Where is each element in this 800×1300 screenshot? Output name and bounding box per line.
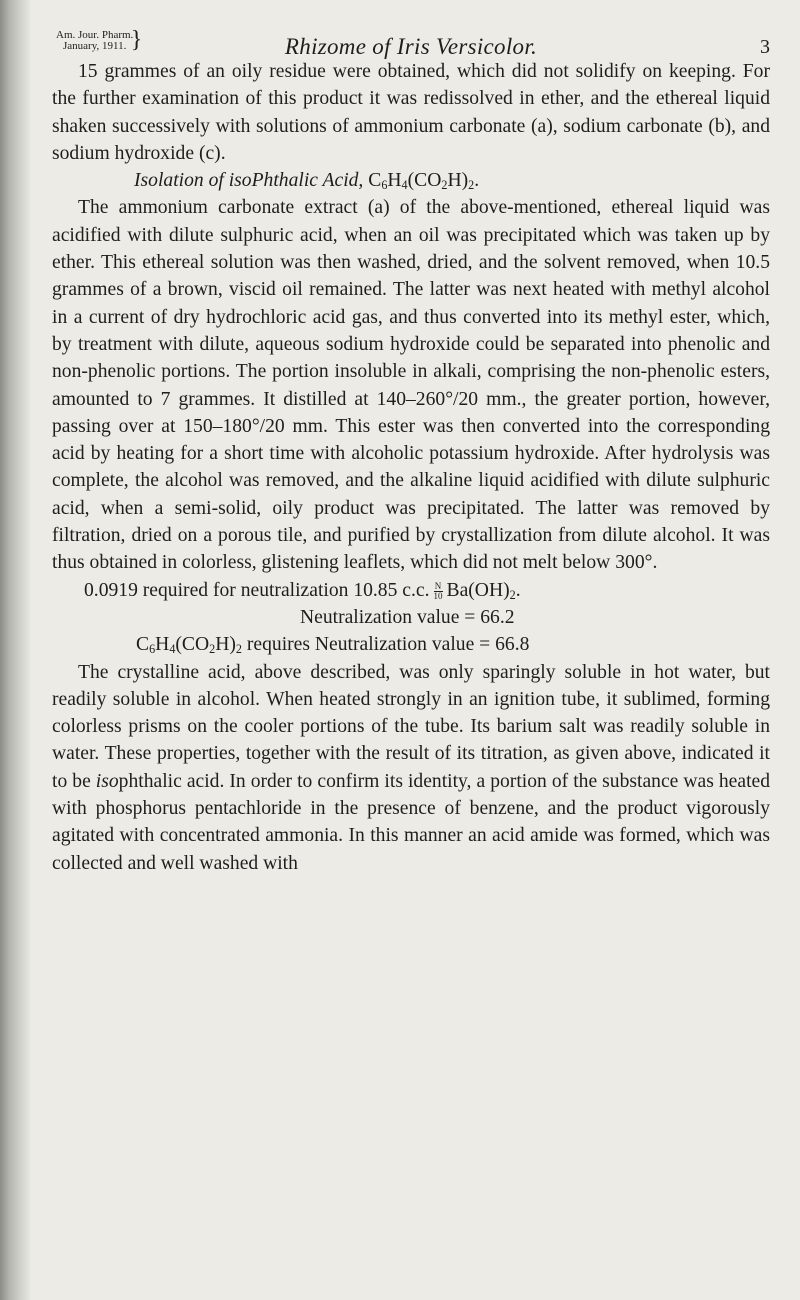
titration-line-2: Neutralization value = 66.2 <box>300 606 515 628</box>
titration-block <box>52 577 770 659</box>
journal-page <box>52 18 770 877</box>
brace-glyph: } <box>130 27 143 53</box>
heading-formula: $C_6H_4(CO_2H)_2$. <box>368 170 480 193</box>
running-title: Rhizome of Iris Versicolor. <box>284 34 538 59</box>
journal-name: Am. Jour. Pharm. <box>56 29 134 41</box>
section-heading: Isolation of isoPhthalic Acid, $C_6H_4(CO_2H)_2$. <box>134 170 480 193</box>
paragraph-identification: The crystalline acid, above described, was only sparingly soluble in hot water, but readily soluble in alcohol. When heated strongly in an ignition tube, it sublimed, forming colorless prisms on the cooler portions of the tube. Its barium salt was readily soluble in water. These properties, together with the result of its titration, as given above, indicated it to be isophthalic acid. In order to confirm its identity, a portion of the substance was heated with phosphorus pentachloride in the presence of benzene, and the product vigorously agitated with concentrated ammonia. In this manner an acid amide was formed, which was collected and well washed with <box>52 661 771 874</box>
titration-line-3: $C_6H_4(CO_2H)_2$ requires Neutralization value = 66.8 <box>136 634 530 657</box>
book-binding-edge <box>0 0 30 1300</box>
normal-fraction: $\frac{N}{10}$ <box>433 580 443 601</box>
body-text <box>52 58 770 877</box>
titration-line-1: 0.0919 required for neutralization 10.85 c.c. $\frac{N}{10}$ $Ba(OH)_2$. <box>84 579 521 602</box>
paragraph-isolation: The ammonium carbonate extract (a) of the above-mentioned, ethereal liquid was acidified with dilute sulphuric acid, when an oil was precipitated which was taken up by ether. This ethereal solution was then washed, dried, and the solvent removed, when 10.5 grammes of a brown, viscid oil remained. The latter was next heated with methyl alcohol in a current of dry hydrochloric acid gas, and thus converted into its methyl ester, which, by treatment with dilute, aqueous sodium hydroxide could be separated into phenolic and non-phenolic portions. The portion insoluble in alkali, comprising the non-phenolic esters, amounted to 7 grammes. It distilled at 140–260°/20 mm., the greater portion, however, passing over at 150–180°/20 mm. This ester was then converted into the corresponding acid by heating for a short time with alcoholic potassium hydroxide. After hydrolysis was complete, the alcohol was removed, and the alkaline liquid acidified with dilute sulphuric acid, when a semi-solid, oily product was precipitated. The latter was removed by filtration, dried on a porous tile, and purified by crystallization from dilute alcohol. It was thus obtained in colorless, glistening leaflets, which did not melt below 300°. <box>52 197 770 574</box>
running-head <box>52 18 770 58</box>
journal-date: January, 1911. <box>62 40 127 52</box>
paragraph-residue: 15 grammes of an oily residue were obtained, which did not solidify on keeping. For the further examination of this product it was redissolved in ether, and the ethereal liquid shaken successively with solutions of ammonium carbonate (a), sodium carbonate (b), and sodium hydroxide (c). <box>52 61 770 164</box>
page-number: 3 <box>760 36 770 58</box>
